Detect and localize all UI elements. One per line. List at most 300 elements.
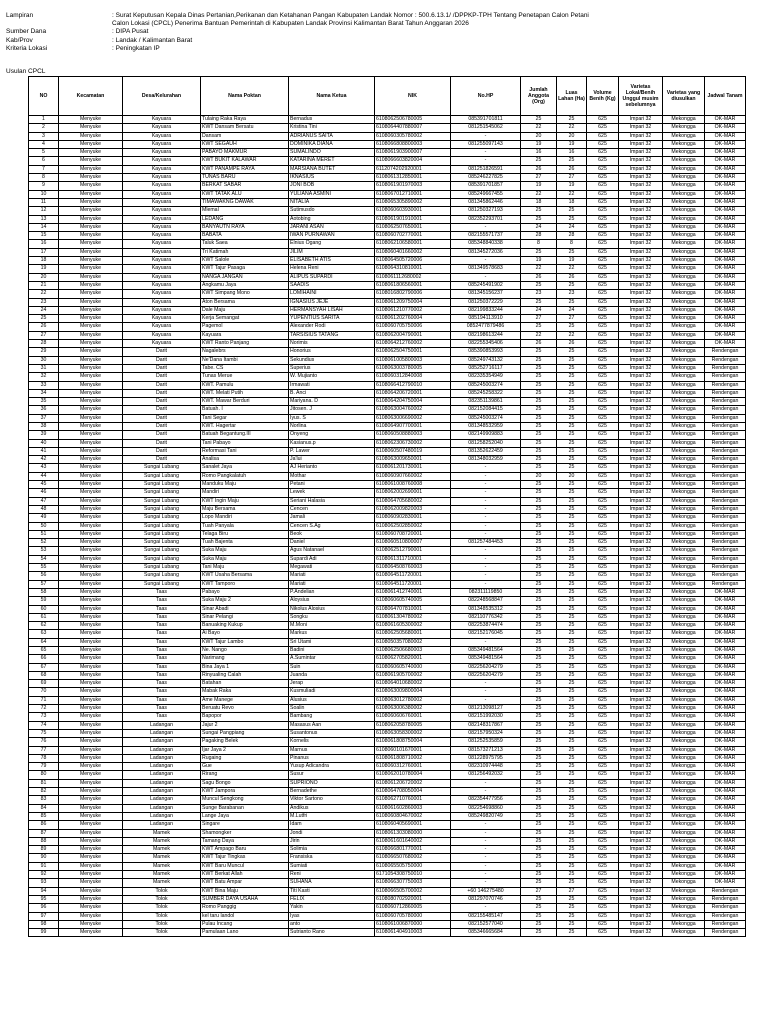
cell-luas-lahan: 25: [557, 680, 587, 688]
col-header-jadwal-tanam: Jadwal Tanam: [705, 77, 746, 116]
cell-nama-poktan: Ame Manege: [201, 696, 289, 704]
cell-varietas-sebelumnya: Impari 32: [619, 871, 663, 879]
cell-varietas-diusulkan: Mekongga: [663, 829, 705, 837]
cell-nama-poktan: Singare: [201, 821, 289, 829]
cell-jadwal-tanam: Rendengan: [705, 489, 746, 497]
cell-nama-poktan: Angkamu Jaya: [201, 281, 289, 289]
table-row: [29, 580, 746, 588]
cell-volume-benih: 625: [587, 647, 619, 655]
cell-nama-ketua: Badini: [289, 647, 375, 655]
cell-jadwal-tanam: Rendengan: [705, 364, 746, 372]
cell-nama-poktan: Pagaking Belek: [201, 738, 289, 746]
cell-nama-ketua: Alusius: [289, 696, 375, 704]
cell-varietas-sebelumnya: Impari 32: [619, 356, 663, 364]
table-row: [29, 223, 746, 231]
cell-desa: Ladangan: [123, 763, 201, 771]
cell-desa: Sungai Lubang: [123, 481, 201, 489]
cell-luas-lahan: 25: [557, 157, 587, 165]
cell-nama-ketua: Bambang: [289, 713, 375, 721]
cell-desa: Taas: [123, 622, 201, 630]
cell-nohp: 085245003274: [451, 381, 521, 389]
col-header-kecamatan: Kecamatan: [59, 77, 123, 116]
cell-jadwal-tanam: OK-MAR: [705, 779, 746, 787]
cell-no: 31: [29, 364, 59, 372]
cell-jumlah-anggota: 25: [521, 655, 557, 663]
cell-volume-benih: 625: [587, 804, 619, 812]
cell-varietas-sebelumnya: Impari 32: [619, 331, 663, 339]
cell-nohp: 082253874474: [451, 622, 521, 630]
cell-nohp: 082155485147: [451, 912, 521, 920]
cell-no: 1: [29, 116, 59, 124]
cell-varietas-diusulkan: Mekongga: [663, 630, 705, 638]
cell-varietas-sebelumnya: Impari 32: [619, 223, 663, 231]
cell-luas-lahan: 8: [557, 240, 587, 248]
cell-jadwal-tanam: Rendengan: [705, 373, 746, 381]
cell-luas-lahan: 25: [557, 754, 587, 762]
cell-varietas-diusulkan: Mekongga: [663, 812, 705, 820]
cell-no: 76: [29, 738, 59, 746]
cell-varietas-diusulkan: Mekongga: [663, 257, 705, 265]
table-row: [29, 157, 746, 165]
cell-volume-benih: 625: [587, 273, 619, 281]
cell-desa: Sungai Lubang: [123, 572, 201, 580]
cell-kecamatan: Menyuke: [59, 713, 123, 721]
cell-jadwal-tanam: OK-MAR: [705, 140, 746, 148]
cell-volume-benih: 625: [587, 157, 619, 165]
cell-jumlah-anggota: 25: [521, 572, 557, 580]
cell-jadwal-tanam: OK-MAR: [705, 788, 746, 796]
cell-nama-poktan: Ne'Dana Itambi: [201, 356, 289, 364]
cell-varietas-diusulkan: Mekongga: [663, 398, 705, 406]
table-row: [29, 174, 746, 182]
table-row: [29, 854, 746, 862]
cell-volume-benih: 625: [587, 431, 619, 439]
cell-varietas-sebelumnya: Impari 32: [619, 539, 663, 547]
cell-volume-benih: 625: [587, 414, 619, 422]
cell-kecamatan: Menyuke: [59, 929, 123, 937]
cell-nohp: -: [451, 505, 521, 513]
cell-kecamatan: Menyuke: [59, 331, 123, 339]
cell-nohp: 081345156237: [451, 290, 521, 298]
cell-nama-ketua: Songku: [289, 613, 375, 621]
cell-nik: 6108064010680002: [375, 680, 451, 688]
cell-nohp: 0852477879486: [451, 323, 521, 331]
cell-nama-ketua: Helena Reni: [289, 265, 375, 273]
cell-desa: Kayuara: [123, 190, 201, 198]
cell-nik: 6108064204750004: [375, 398, 451, 406]
cell-nik: 6108062002690001: [375, 489, 451, 497]
cell-luas-lahan: 26: [557, 340, 587, 348]
cell-jadwal-tanam: Rendengan: [705, 447, 746, 455]
cell-nama-ketua: Jirin: [289, 837, 375, 845]
table-row: [29, 514, 746, 522]
cell-nama-poktan: Maju Bersama: [201, 505, 289, 513]
cell-volume-benih: 625: [587, 190, 619, 198]
cell-no: 52: [29, 539, 59, 547]
table-row: [29, 788, 746, 796]
cell-varietas-diusulkan: Mekongga: [663, 182, 705, 190]
cell-nohp: 081348032959: [451, 456, 521, 464]
cell-nama-poktan: Rugaing: [201, 754, 289, 762]
cell-nohp: -: [451, 564, 521, 572]
cell-jumlah-anggota: 22: [521, 124, 557, 132]
cell-luas-lahan: 23: [557, 290, 587, 298]
cell-luas-lahan: 22: [557, 265, 587, 273]
cell-no: 84: [29, 804, 59, 812]
lampiran-row-2: [6, 20, 762, 28]
cell-volume-benih: 625: [587, 929, 619, 937]
cell-nama-ketua: Megawati: [289, 564, 375, 572]
cell-luas-lahan: 25: [557, 364, 587, 372]
cell-varietas-sebelumnya: Impari 32: [619, 265, 663, 273]
cell-nama-ketua: MARSIANA BUTET: [289, 165, 375, 173]
cell-nama-ketua: Kasianus.p: [289, 439, 375, 447]
cell-volume-benih: 625: [587, 812, 619, 820]
cell-kecamatan: Menyuke: [59, 821, 123, 829]
cell-varietas-sebelumnya: Impari 32: [619, 705, 663, 713]
cell-desa: Darit: [123, 431, 201, 439]
cell-no: 81: [29, 779, 59, 787]
table-row: [29, 340, 746, 348]
cell-luas-lahan: 25: [557, 763, 587, 771]
cell-jadwal-tanam: OK-MAR: [705, 588, 746, 596]
cell-jumlah-anggota: 25: [521, 763, 557, 771]
cell-varietas-sebelumnya: Impari 32: [619, 422, 663, 430]
table-row: [29, 331, 746, 339]
cell-desa: Darit: [123, 348, 201, 356]
cell-nama-poktan: Analisa: [201, 456, 289, 464]
cell-jumlah-anggota: 25: [521, 456, 557, 464]
cell-nohp: 085194113910: [451, 315, 521, 323]
cell-varietas-sebelumnya: Impari 32: [619, 340, 663, 348]
cell-nohp: 085349481564: [451, 655, 521, 663]
cell-varietas-diusulkan: Mekongga: [663, 273, 705, 281]
table-row: [29, 298, 746, 306]
table-row: [29, 422, 746, 430]
cell-desa: Darit: [123, 422, 201, 430]
cell-nama-poktan: Taluk Saea: [201, 240, 289, 248]
cell-no: 55: [29, 564, 59, 572]
cell-nama-ketua: KATARINA MERET: [289, 157, 375, 165]
cell-volume-benih: 625: [587, 489, 619, 497]
cell-varietas-sebelumnya: Impari 32: [619, 821, 663, 829]
cell-no: 65: [29, 647, 59, 655]
col-header-nohp: No.HP: [451, 77, 521, 116]
cell-no: 42: [29, 456, 59, 464]
cell-volume-benih: 625: [587, 165, 619, 173]
cell-luas-lahan: 22: [557, 331, 587, 339]
cell-jadwal-tanam: Rendengan: [705, 887, 746, 895]
cell-jadwal-tanam: Rendengan: [705, 481, 746, 489]
cell-no: 86: [29, 821, 59, 829]
cell-varietas-sebelumnya: Impari 32: [619, 912, 663, 920]
cell-nama-ketua: Kusmuliadi: [289, 688, 375, 696]
cell-jadwal-tanam: Rendengan: [705, 389, 746, 397]
cell-luas-lahan: 25: [557, 613, 587, 621]
cell-no: 71: [29, 696, 59, 704]
cell-jumlah-anggota: 25: [521, 929, 557, 937]
cell-varietas-sebelumnya: Impari 32: [619, 306, 663, 314]
cell-varietas-diusulkan: Mekongga: [663, 862, 705, 870]
cell-varietas-diusulkan: Mekongga: [663, 489, 705, 497]
table-row: [29, 696, 746, 704]
cell-nohp: 085246227825: [451, 174, 521, 182]
cell-volume-benih: 625: [587, 439, 619, 447]
cell-desa: Kayuara: [123, 157, 201, 165]
table-row: [29, 655, 746, 663]
cell-varietas-diusulkan: Mekongga: [663, 132, 705, 140]
cell-varietas-diusulkan: Mekongga: [663, 613, 705, 621]
cell-varietas-diusulkan: Mekongga: [663, 713, 705, 721]
cell-nik: 6108060312840008: [375, 373, 451, 381]
cell-jadwal-tanam: OK-MAR: [705, 812, 746, 820]
cell-varietas-diusulkan: Mekongga: [663, 680, 705, 688]
cell-volume-benih: 625: [587, 290, 619, 298]
cell-jumlah-anggota: 20: [521, 132, 557, 140]
cell-nohp: 082151992030: [451, 713, 521, 721]
cell-no: 57: [29, 580, 59, 588]
cell-varietas-diusulkan: Mekongga: [663, 389, 705, 397]
cell-nama-ketua: Petani: [289, 481, 375, 489]
cell-jadwal-tanam: Rendengan: [705, 439, 746, 447]
cell-jumlah-anggota: 25: [521, 215, 557, 223]
cell-varietas-sebelumnya: Impari 32: [619, 190, 663, 198]
cell-desa: Ladangan: [123, 796, 201, 804]
cell-nik: 6108066603820004: [375, 157, 451, 165]
cell-nama-poktan: KWT TATAK ALU: [201, 190, 289, 198]
cell-jumlah-anggota: 25: [521, 414, 557, 422]
cell-varietas-sebelumnya: Impari 32: [619, 472, 663, 480]
cell-volume-benih: 625: [587, 630, 619, 638]
cell-nik: 6108064907700001: [375, 422, 451, 430]
cell-nohp: 085346665684: [451, 929, 521, 937]
cell-jadwal-tanam: OK-MAR: [705, 306, 746, 314]
cell-nama-ketua: Seriani Halasia: [289, 497, 375, 505]
cell-nama-poktan: KWT. Melati Putih: [201, 389, 289, 397]
cell-jumlah-anggota: 25: [521, 746, 557, 754]
cell-nohp: -: [451, 481, 521, 489]
cell-varietas-diusulkan: Mekongga: [663, 837, 705, 845]
cell-jadwal-tanam: OK-MAR: [705, 821, 746, 829]
cell-jumlah-anggota: 25: [521, 821, 557, 829]
table-row: [29, 406, 746, 414]
cell-luas-lahan: 25: [557, 547, 587, 555]
table-row: [29, 348, 746, 356]
cell-nama-ketua: anto: [289, 920, 375, 928]
cell-nama-poktan: Dale Maju: [201, 306, 289, 314]
table-row: [29, 456, 746, 464]
cell-kecamatan: Menyuke: [59, 232, 123, 240]
cell-volume-benih: 625: [587, 555, 619, 563]
cell-jumlah-anggota: 25: [521, 837, 557, 845]
cell-no: 25: [29, 315, 59, 323]
cell-desa: Taas: [123, 663, 201, 671]
cell-varietas-diusulkan: Mekongga: [663, 663, 705, 671]
cell-no: 93: [29, 879, 59, 887]
cell-volume-benih: 625: [587, 597, 619, 605]
cell-nohp: 085245003274: [451, 414, 521, 422]
cell-nama-ketua: Aotobing: [289, 215, 375, 223]
cell-kecamatan: Menyuke: [59, 215, 123, 223]
cell-varietas-sebelumnya: Impari 32: [619, 605, 663, 613]
cell-nik: 6108061210770002: [375, 306, 451, 314]
cell-jadwal-tanam: OK-MAR: [705, 157, 746, 165]
cell-desa: Taas: [123, 597, 201, 605]
cell-jadwal-tanam: Rendengan: [705, 406, 746, 414]
cell-luas-lahan: 25: [557, 456, 587, 464]
cell-jadwal-tanam: Rendengan: [705, 497, 746, 505]
table-row: [29, 597, 746, 605]
cell-no: 89: [29, 846, 59, 854]
cell-varietas-diusulkan: Mekongga: [663, 514, 705, 522]
cell-luas-lahan: 25: [557, 796, 587, 804]
cell-nama-poktan: Lange Jaya: [201, 812, 289, 820]
cell-jumlah-anggota: 25: [521, 116, 557, 124]
cell-desa: Taas: [123, 588, 201, 596]
cell-jadwal-tanam: OK-MAR: [705, 754, 746, 762]
cell-jadwal-tanam: Rendengan: [705, 348, 746, 356]
cell-varietas-sebelumnya: Impari 32: [619, 447, 663, 455]
cell-volume-benih: 625: [587, 447, 619, 455]
table-row: [29, 547, 746, 555]
cell-nama-ketua: ELISABETH ATIS: [289, 257, 375, 265]
cell-nama-ketua: Superius: [289, 364, 375, 372]
cell-volume-benih: 625: [587, 738, 619, 746]
cell-nama-poktan: KWT Tajur Pasaga: [201, 265, 289, 273]
cell-kecamatan: Menyuke: [59, 248, 123, 256]
cell-desa: Taas: [123, 705, 201, 713]
cell-varietas-diusulkan: Mekongga: [663, 174, 705, 182]
cell-desa: Ladangan: [123, 771, 201, 779]
cell-nik: 6108064511720001: [375, 580, 451, 588]
cell-varietas-diusulkan: Mekongga: [663, 223, 705, 231]
cell-jadwal-tanam: Rendengan: [705, 895, 746, 903]
cell-luas-lahan: 25: [557, 638, 587, 646]
cell-jumlah-anggota: 25: [521, 555, 557, 563]
cell-varietas-sebelumnya: Impari 32: [619, 812, 663, 820]
cell-nama-ketua: Irmawati: [289, 381, 375, 389]
cell-nama-ketua: Alexander Rodi: [289, 323, 375, 331]
cell-volume-benih: 625: [587, 265, 619, 273]
table-row: [29, 887, 746, 895]
cell-nama-poktan: Mabak Raka: [201, 688, 289, 696]
cell-jadwal-tanam: OK-MAR: [705, 273, 746, 281]
cell-jadwal-tanam: Rendengan: [705, 522, 746, 530]
cell-varietas-diusulkan: Mekongga: [663, 198, 705, 206]
cell-jumlah-anggota: 24: [521, 223, 557, 231]
cell-no: 60: [29, 605, 59, 613]
cell-varietas-diusulkan: Mekongga: [663, 116, 705, 124]
cell-luas-lahan: 25: [557, 422, 587, 430]
table-row: [29, 796, 746, 804]
table-row: [29, 116, 746, 124]
cell-kecamatan: Menyuke: [59, 281, 123, 289]
cell-varietas-diusulkan: Mekongga: [663, 638, 705, 646]
cell-kecamatan: Menyuke: [59, 273, 123, 281]
cell-jumlah-anggota: 25: [521, 597, 557, 605]
cell-no: 15: [29, 232, 59, 240]
cell-nama-poktan: KWT PANAMPE RAYA: [201, 165, 289, 173]
cell-nik: 6108060508880003: [375, 431, 451, 439]
cell-desa: Mamek: [123, 862, 201, 870]
cell-kecamatan: Menyuke: [59, 439, 123, 447]
cell-nama-ketua: Beok: [289, 530, 375, 538]
cell-jumlah-anggota: 25: [521, 779, 557, 787]
cell-nik: 6108064212760002: [375, 340, 451, 348]
cell-volume-benih: 625: [587, 713, 619, 721]
cell-volume-benih: 625: [587, 729, 619, 737]
cell-nama-ketua: IKNASIUS: [289, 174, 375, 182]
cell-kecamatan: Menyuke: [59, 729, 123, 737]
cell-volume-benih: 625: [587, 696, 619, 704]
cell-nohp: 081348535312: [451, 605, 521, 613]
cell-varietas-sebelumnya: Impari 32: [619, 796, 663, 804]
cell-jadwal-tanam: OK-MAR: [705, 232, 746, 240]
cell-nama-ketua: JONI BOB: [289, 182, 375, 190]
cell-no: 63: [29, 630, 59, 638]
cell-nik: 6108062505680001: [375, 630, 451, 638]
cell-varietas-sebelumnya: Impari 32: [619, 580, 663, 588]
cell-nohp: -: [451, 638, 521, 646]
cell-desa: Taas: [123, 688, 201, 696]
cell-nik: 6108066801770001: [375, 846, 451, 854]
cell-nama-ketua: Andikus: [289, 804, 375, 812]
cell-nama-ketua: Susur: [289, 771, 375, 779]
table-row: [29, 232, 746, 240]
cell-nama-ketua: Viktor Sartono: [289, 796, 375, 804]
cell-jumlah-anggota: 25: [521, 389, 557, 397]
cell-jadwal-tanam: OK-MAR: [705, 837, 746, 845]
cell-luas-lahan: 25: [557, 854, 587, 862]
cell-nik: 6108063009800004: [375, 688, 451, 696]
cell-no: 35: [29, 398, 59, 406]
cell-varietas-diusulkan: Mekongga: [663, 406, 705, 414]
table-row: [29, 729, 746, 737]
cell-nohp: 081251545062: [451, 124, 521, 132]
cell-nohp: 081352622459: [451, 447, 521, 455]
cell-nohp: 081257484453: [451, 539, 521, 547]
cell-kecamatan: Menyuke: [59, 796, 123, 804]
cell-kecamatan: Menyuke: [59, 165, 123, 173]
cell-luas-lahan: 25: [557, 431, 587, 439]
cell-nama-poktan: TUNAS BARU: [201, 174, 289, 182]
kriteria-label: Kriteria Lokasi: [6, 44, 48, 52]
cell-nama-ketua: Iyas: [289, 912, 375, 920]
cell-kecamatan: Menyuke: [59, 116, 123, 124]
cell-jumlah-anggota: 25: [521, 904, 557, 912]
cell-varietas-sebelumnya: Impari 32: [619, 406, 663, 414]
cell-luas-lahan: 25: [557, 381, 587, 389]
cell-no: 13: [29, 215, 59, 223]
cell-nohp: 082354477956: [451, 796, 521, 804]
cell-desa: Ladangan: [123, 721, 201, 729]
table-row: [29, 481, 746, 489]
cell-varietas-sebelumnya: Impari 32: [619, 232, 663, 240]
cell-jadwal-tanam: OK-MAR: [705, 215, 746, 223]
cell-jumlah-anggota: 25: [521, 912, 557, 920]
cell-nama-ketua: P.Andelian: [289, 588, 375, 596]
cell-nama-poktan: Romo Panggig: [201, 904, 289, 912]
cell-nik: 6108063009650001: [375, 456, 451, 464]
cell-nama-poktan: Reformasi Tani: [201, 447, 289, 455]
cell-varietas-sebelumnya: Impari 32: [619, 182, 663, 190]
cell-luas-lahan: 25: [557, 514, 587, 522]
cell-luas-lahan: 25: [557, 705, 587, 713]
cell-luas-lahan: 25: [557, 721, 587, 729]
cell-nohp: 082157950324: [451, 729, 521, 737]
cell-volume-benih: 625: [587, 871, 619, 879]
cell-varietas-diusulkan: Mekongga: [663, 671, 705, 679]
